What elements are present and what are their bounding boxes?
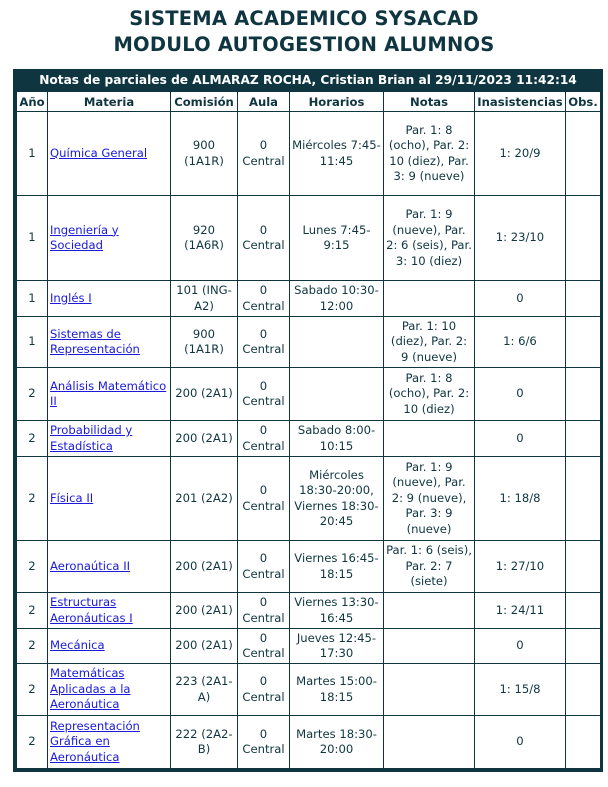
cell-materia	[48, 541, 171, 593]
subject-link[interactable]: Ingeniería y Sociedad	[50, 222, 119, 252]
column-header-aula: Aula	[238, 92, 290, 112]
cell-inasistencias: 0	[475, 629, 566, 664]
cell-notas: Par. 1: 8 (ocho), Par. 2: 10 (diez), Par. 3: 9 (nueve)	[384, 112, 475, 196]
cell-comision: 900 (1A1R)	[171, 112, 238, 196]
subject-link[interactable]: Mecánica	[50, 638, 105, 653]
cell-inasistencias: 1: 15/8	[475, 664, 566, 716]
cell-aula: 0 Central	[238, 716, 290, 769]
cell-aula: 0 Central	[238, 541, 290, 593]
cell-comision: 223 (2A1-A)	[171, 664, 238, 716]
cell-anio: 2	[17, 368, 48, 421]
cell-materia	[48, 281, 171, 317]
column-header-notas: Notas	[384, 92, 475, 112]
cell-aula: 0 Central	[238, 196, 290, 281]
table-row	[17, 281, 601, 317]
cell-inasistencias: 0	[475, 421, 566, 457]
cell-comision: 200 (2A1)	[171, 368, 238, 421]
cell-anio: 2	[17, 541, 48, 593]
cell-materia	[48, 196, 171, 281]
cell-aula: 0 Central	[238, 112, 290, 196]
cell-comision: 200 (2A1)	[171, 541, 238, 593]
column-header-anio: Año	[17, 92, 48, 112]
subject-link[interactable]: Estructuras Aeronáuticas I	[50, 595, 133, 625]
cell-horarios: Miércoles 7:45-11:45	[290, 112, 384, 196]
cell-horarios: Sabado 8:00-10:15	[290, 421, 384, 457]
cell-anio: 1	[17, 317, 48, 368]
cell-horarios: Viernes 13:30-16:45	[290, 593, 384, 629]
cell-notas: Par. 1: 9 (nueve), Par. 2: 9 (nueve), Par. 3: 9 (nueve)	[384, 457, 475, 541]
subject-link[interactable]: Análisis Matemático II	[50, 378, 167, 408]
cell-horarios	[290, 368, 384, 421]
table-header-row	[17, 92, 601, 112]
table-row	[17, 716, 601, 769]
cell-materia	[48, 716, 171, 769]
table-row	[17, 368, 601, 421]
cell-obs	[566, 421, 601, 457]
cell-comision: 200 (2A1)	[171, 629, 238, 664]
subject-link[interactable]: Física II	[50, 490, 94, 505]
cell-horarios: Jueves 12:45-17:30	[290, 629, 384, 664]
cell-anio: 2	[17, 421, 48, 457]
cell-materia	[48, 664, 171, 716]
cell-aula: 0 Central	[238, 368, 290, 421]
cell-horarios: Miércoles 18:30-20:00, Viernes 18:30-20:45	[290, 457, 384, 541]
cell-comision: 900 (1A1R)	[171, 317, 238, 368]
subject-link[interactable]: Representación Gráfica en Aeronáutica	[50, 718, 140, 764]
cell-anio: 1	[17, 112, 48, 196]
cell-comision: 200 (2A1)	[171, 421, 238, 457]
cell-aula: 0 Central	[238, 629, 290, 664]
cell-anio: 2	[17, 664, 48, 716]
cell-inasistencias: 0	[475, 716, 566, 769]
cell-notas	[384, 664, 475, 716]
cell-anio: 1	[17, 281, 48, 317]
cell-aula: 0 Central	[238, 457, 290, 541]
cell-notas	[384, 281, 475, 317]
cell-comision: 920 (1A6R)	[171, 196, 238, 281]
page-header	[0, 0, 608, 64]
cell-obs	[566, 664, 601, 716]
table-row	[17, 593, 601, 629]
cell-obs	[566, 196, 601, 281]
table-row	[17, 457, 601, 541]
cell-materia	[48, 457, 171, 541]
table-row	[17, 112, 601, 196]
column-header-inasistencias: Inasistencias	[475, 92, 566, 112]
cell-comision: 101 (ING-A2)	[171, 281, 238, 317]
cell-aula: 0 Central	[238, 664, 290, 716]
table-row	[17, 629, 601, 664]
cell-comision: 200 (2A1)	[171, 593, 238, 629]
cell-aula: 0 Central	[238, 281, 290, 317]
cell-aula: 0 Central	[238, 421, 290, 457]
cell-inasistencias: 1: 20/9	[475, 112, 566, 196]
column-header-materia: Materia	[48, 92, 171, 112]
cell-anio: 2	[17, 457, 48, 541]
cell-notas	[384, 593, 475, 629]
table-row	[17, 317, 601, 368]
cell-inasistencias: 1: 27/10	[475, 541, 566, 593]
cell-obs	[566, 716, 601, 769]
cell-inasistencias: 1: 18/8	[475, 457, 566, 541]
cell-horarios: Viernes 16:45-18:15	[290, 541, 384, 593]
module-title: MODULO AUTOGESTION ALUMNOS	[113, 33, 495, 56]
cell-aula: 0 Central	[238, 317, 290, 368]
grades-panel	[13, 69, 603, 772]
cell-aula: 0 Central	[238, 593, 290, 629]
cell-anio: 2	[17, 593, 48, 629]
cell-notas: Par. 1: 10 (diez), Par. 2: 9 (nueve)	[384, 317, 475, 368]
subject-link[interactable]: Química General	[50, 145, 148, 160]
cell-inasistencias: 1: 24/11	[475, 593, 566, 629]
cell-obs	[566, 368, 601, 421]
cell-materia	[48, 421, 171, 457]
cell-inasistencias: 0	[475, 368, 566, 421]
grades-table	[16, 91, 601, 769]
cell-notas: Par. 1: 8 (ocho), Par. 2: 10 (diez)	[384, 368, 475, 421]
cell-obs	[566, 457, 601, 541]
cell-obs	[566, 593, 601, 629]
cell-obs	[566, 281, 601, 317]
cell-notas: Par. 1: 6 (seis), Par. 2: 7 (siete)	[384, 541, 475, 593]
grades-caption: Notas de parciales de ALMARAZ ROCHA, Cristian Brian al 29/11/2023 11:42:14	[16, 69, 600, 91]
cell-obs	[566, 317, 601, 368]
cell-obs	[566, 629, 601, 664]
cell-horarios	[290, 317, 384, 368]
cell-horarios: Martes 18:30-20:00	[290, 716, 384, 769]
cell-horarios: Martes 15:00-18:15	[290, 664, 384, 716]
cell-materia	[48, 317, 171, 368]
subject-link[interactable]: Sistemas de Representación	[50, 326, 140, 356]
cell-materia	[48, 593, 171, 629]
column-header-horarios: Horarios	[290, 92, 384, 112]
table-row	[17, 541, 601, 593]
cell-inasistencias: 0	[475, 281, 566, 317]
cell-anio: 2	[17, 716, 48, 769]
cell-materia	[48, 368, 171, 421]
cell-obs	[566, 541, 601, 593]
cell-comision: 222 (2A2-B)	[171, 716, 238, 769]
table-row	[17, 196, 601, 281]
cell-anio: 1	[17, 196, 48, 281]
cell-materia	[48, 629, 171, 664]
cell-inasistencias: 1: 23/10	[475, 196, 566, 281]
table-row	[17, 664, 601, 716]
cell-notas: Par. 1: 9 (nueve), Par. 2: 6 (seis), Par. 3: 10 (diez)	[384, 196, 475, 281]
subject-link[interactable]: Inglés I	[50, 290, 92, 305]
cell-obs	[566, 112, 601, 196]
cell-horarios: Sabado 10:30-12:00	[290, 281, 384, 317]
cell-notas	[384, 421, 475, 457]
column-header-obs: Obs.	[566, 92, 601, 112]
cell-inasistencias: 1: 6/6	[475, 317, 566, 368]
table-row	[17, 421, 601, 457]
cell-materia	[48, 112, 171, 196]
cell-notas	[384, 629, 475, 664]
subject-link[interactable]: Probabilidad y Estadística	[50, 423, 133, 453]
column-header-comision: Comisión	[171, 92, 238, 112]
cell-notas	[384, 716, 475, 769]
cell-comision: 201 (2A2)	[171, 457, 238, 541]
cell-anio: 2	[17, 629, 48, 664]
cell-horarios: Lunes 7:45-9:15	[290, 196, 384, 281]
subject-link[interactable]: Matemáticas Aplicadas a la Aeronáutica	[50, 666, 131, 712]
subject-link[interactable]: Aeronaútica II	[50, 558, 131, 573]
system-title: SISTEMA ACADEMICO SYSACAD	[129, 7, 479, 30]
